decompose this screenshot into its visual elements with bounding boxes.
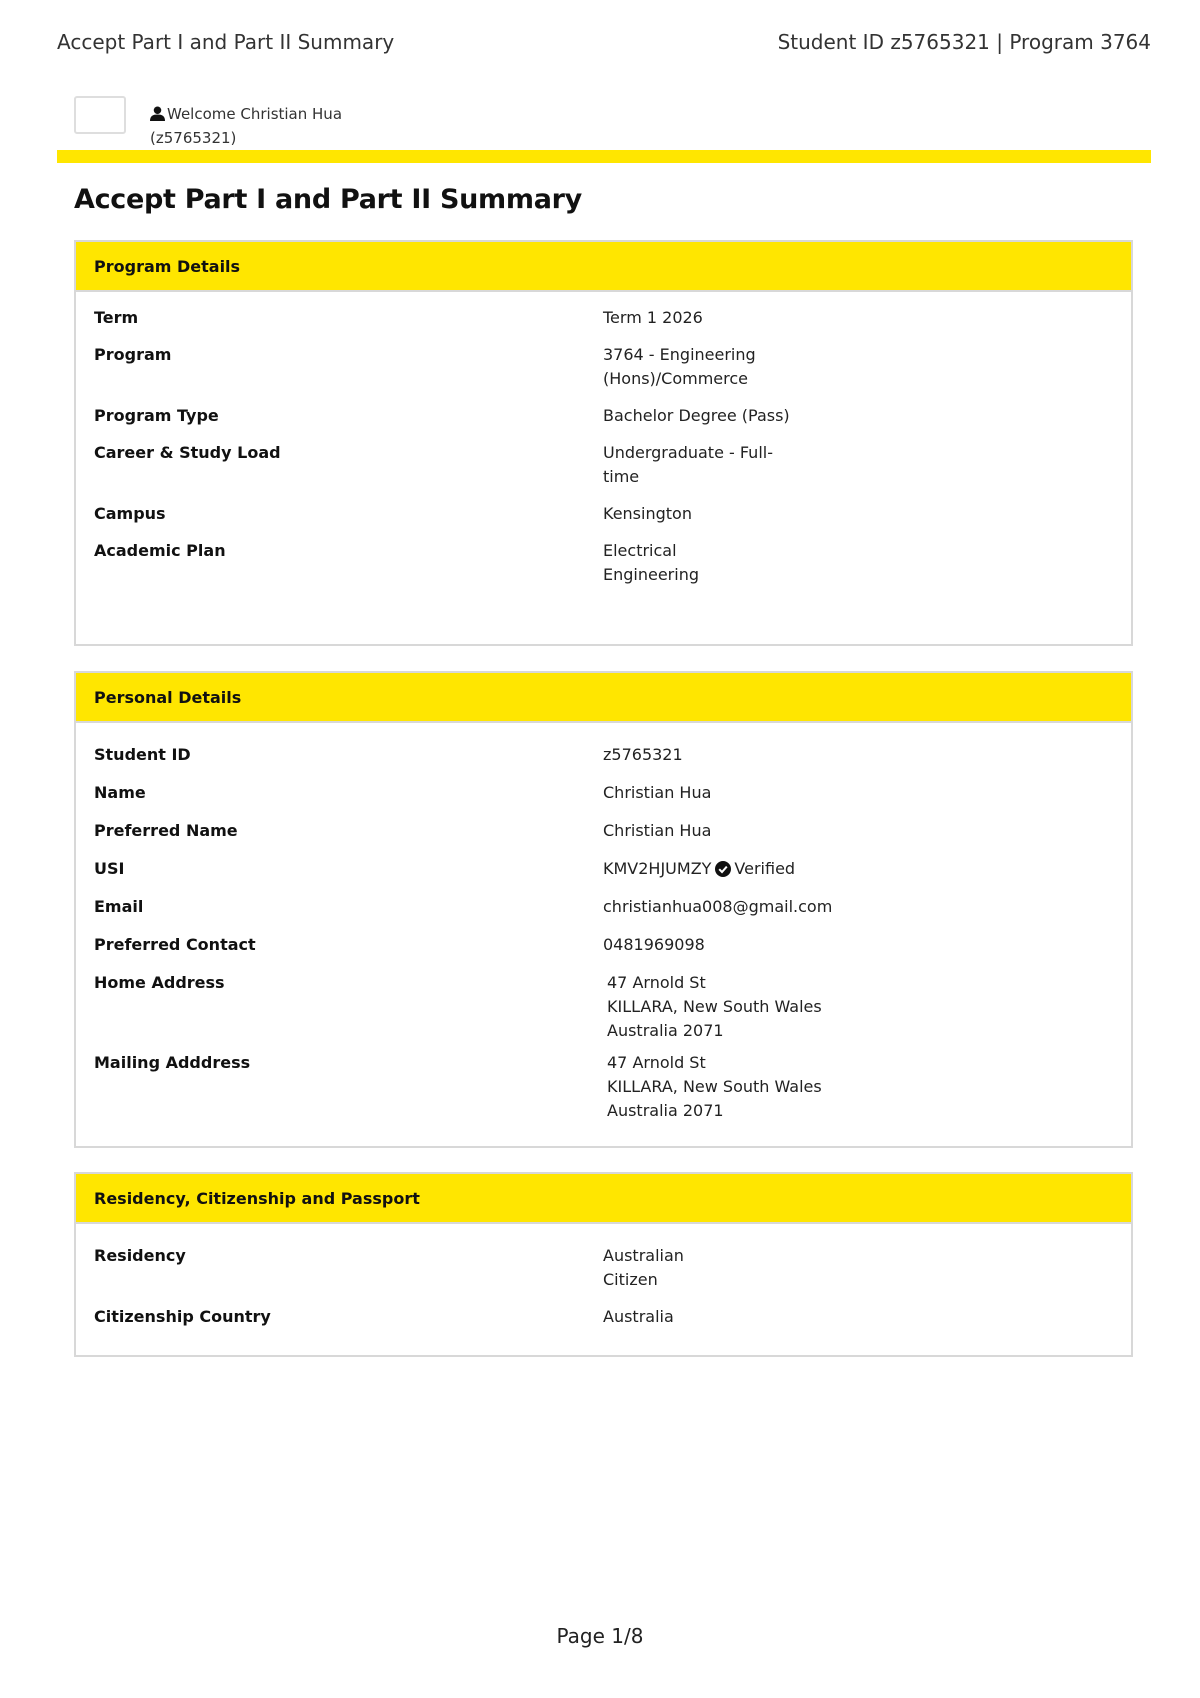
residency-card — [74, 1172, 1133, 1357]
row-value: Kensington — [603, 504, 692, 523]
program-row-career — [94, 441, 1113, 489]
row-label: Preferred Name — [94, 821, 238, 840]
row-label: Career & Study Load — [94, 443, 281, 462]
program-row-plan — [94, 539, 1113, 587]
personal-row-student-id — [94, 743, 1113, 767]
row-value: Electrical Engineering — [603, 541, 699, 584]
welcome-user — [150, 102, 342, 150]
row-label: Citizenship Country — [94, 1307, 271, 1326]
address-line: Australia 2071 — [607, 1021, 724, 1040]
user-icon — [150, 106, 165, 121]
program-row-type — [94, 404, 1113, 428]
row-label: Student ID — [94, 745, 191, 764]
row-value: Australia — [603, 1307, 674, 1326]
row-label: USI — [94, 859, 125, 878]
print-header — [57, 30, 1151, 54]
personal-row-home-address — [94, 971, 1113, 1043]
program-row-campus — [94, 502, 1113, 526]
personal-row-name — [94, 781, 1113, 805]
row-value: Christian Hua — [603, 783, 712, 802]
row-value: 0481969098 — [603, 935, 705, 954]
email-value[interactable]: christianhua008@gmail.com — [603, 897, 833, 916]
personal-row-preferred-name — [94, 819, 1113, 843]
verified-status: Verified — [734, 859, 796, 878]
row-label: Program Type — [94, 406, 219, 425]
row-label: Email — [94, 897, 144, 916]
page-title: Accept Part I and Part II Summary — [74, 184, 582, 215]
student-program-info: Student ID z5765321 | Program 3764 — [777, 30, 1151, 54]
row-label: Mailing Adddress — [94, 1053, 251, 1072]
usi-value: KMV2HJUMZY — [603, 859, 712, 878]
row-label: Term — [94, 308, 139, 327]
mailing-address-value — [603, 1051, 822, 1123]
program-row-program — [94, 343, 1113, 391]
address-line: 47 Arnold St — [607, 973, 706, 992]
doc-title: Accept Part I and Part II Summary — [57, 30, 395, 54]
row-label: Residency — [94, 1246, 186, 1265]
row-label: Preferred Contact — [94, 935, 256, 954]
address-line: 47 Arnold St — [607, 1053, 706, 1072]
personal-row-usi — [94, 857, 1113, 881]
program-row-term — [94, 306, 1113, 330]
row-value: Undergraduate - Full-time — [603, 443, 773, 486]
row-label: Campus — [94, 504, 166, 523]
verified-check-icon — [715, 861, 731, 877]
row-value: Bachelor Degree (Pass) — [603, 406, 790, 425]
welcome-zid: (z5765321) — [150, 129, 237, 147]
row-label: Academic Plan — [94, 541, 226, 560]
personal-details-card — [74, 671, 1133, 1148]
row-value: 3764 - Engineering (Hons)/Commerce — [603, 345, 756, 388]
address-line: Australia 2071 — [607, 1101, 724, 1120]
residency-row-residency — [94, 1244, 1113, 1292]
row-value — [603, 857, 795, 881]
home-address-value — [603, 971, 822, 1043]
row-value: Christian Hua — [603, 821, 712, 840]
row-label: Home Address — [94, 973, 225, 992]
row-value: Australian Citizen — [603, 1246, 684, 1289]
program-details-heading: Program Details — [76, 242, 1131, 292]
personal-row-contact — [94, 933, 1113, 957]
personal-row-mailing-address — [94, 1051, 1113, 1123]
row-label: Name — [94, 783, 146, 802]
personal-row-email — [94, 895, 1113, 919]
row-value: Term 1 2026 — [603, 308, 703, 327]
yellow-divider — [57, 150, 1151, 163]
residency-row-citizenship — [94, 1305, 1113, 1329]
row-value: z5765321 — [603, 745, 683, 764]
row-label: Program — [94, 345, 172, 364]
program-details-card — [74, 240, 1133, 646]
address-line: KILLARA, New South Wales — [607, 1077, 822, 1096]
page-number: Page 1/8 — [556, 1624, 644, 1648]
welcome-text: Welcome Christian Hua — [167, 105, 343, 123]
personal-details-heading: Personal Details — [76, 673, 1131, 723]
logo-placeholder[interactable] — [74, 96, 126, 134]
residency-heading: Residency, Citizenship and Passport — [76, 1174, 1131, 1224]
address-line: KILLARA, New South Wales — [607, 997, 822, 1016]
